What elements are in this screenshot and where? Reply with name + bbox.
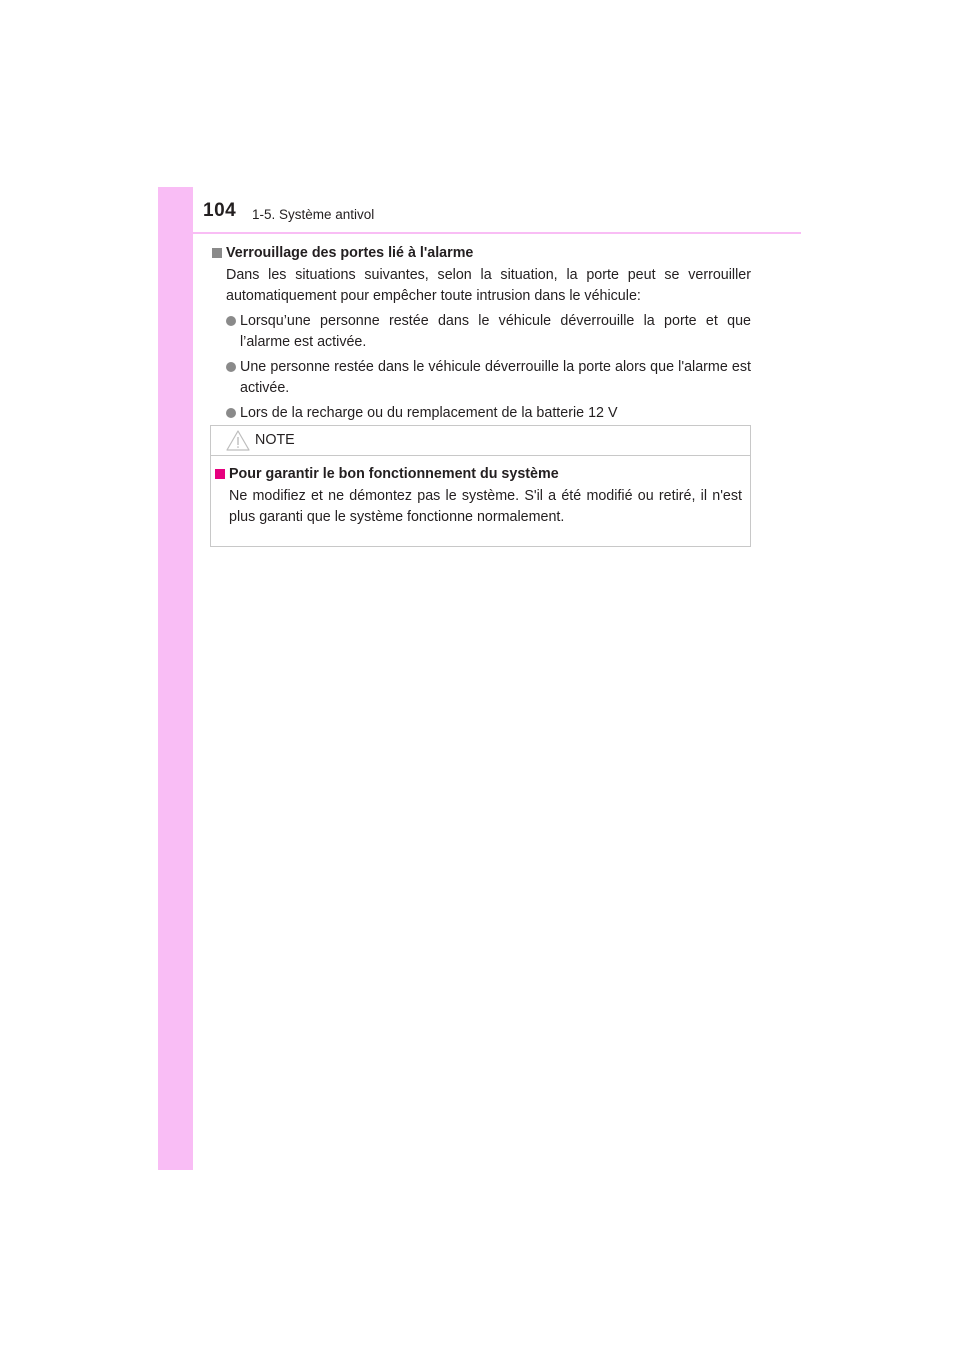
section-heading-text: Verrouillage des portes lié à l'alarme bbox=[226, 245, 474, 261]
bullet-list bbox=[210, 311, 751, 424]
note-heading-text: Pour garantir le bon fonctionnement du système bbox=[229, 466, 559, 482]
note-text: Ne modifiez et ne démontez pas le système. S'il a été modifié ou retiré, il n'est plus garanti que le système fonctionne normalement. bbox=[229, 488, 742, 525]
bullet-dot-icon bbox=[226, 316, 236, 326]
page-number: 104 bbox=[203, 200, 237, 221]
header-rule bbox=[193, 232, 801, 234]
note-header bbox=[211, 426, 750, 456]
bullet-dot-icon bbox=[226, 408, 236, 418]
list-item-text: Lors de la recharge ou du remplacement de la batterie 12 V bbox=[240, 405, 618, 421]
note-square-icon bbox=[215, 469, 225, 479]
bullet-dot-icon bbox=[226, 362, 236, 372]
section-heading bbox=[210, 243, 751, 264]
heading-square-icon bbox=[212, 248, 222, 258]
list-item bbox=[226, 357, 751, 399]
list-item bbox=[226, 403, 751, 424]
page-header bbox=[0, 0, 960, 240]
list-item-text: Lorsqu’une personne restée dans le véhicule déverrouille la porte et que l’alarme est activée. bbox=[240, 313, 751, 350]
warning-triangle-icon bbox=[226, 430, 250, 451]
section-title: 1-5. Système antivol bbox=[252, 207, 375, 222]
note-body bbox=[211, 456, 750, 528]
note-title: NOTE bbox=[255, 432, 295, 448]
note-heading bbox=[211, 464, 742, 485]
section-intro: Dans les situations suivantes, selon la situation, la porte peut se verrouiller automatiquement pour empêcher toute intrusion dans le véhicule: bbox=[226, 267, 751, 304]
note-box bbox=[210, 425, 751, 547]
list-item-text: Une personne restée dans le véhicule déverrouille la porte alors que l'alarme est activée. bbox=[240, 359, 751, 396]
list-item bbox=[226, 311, 751, 353]
main-content bbox=[210, 243, 751, 428]
chapter-side-band bbox=[158, 187, 193, 1170]
